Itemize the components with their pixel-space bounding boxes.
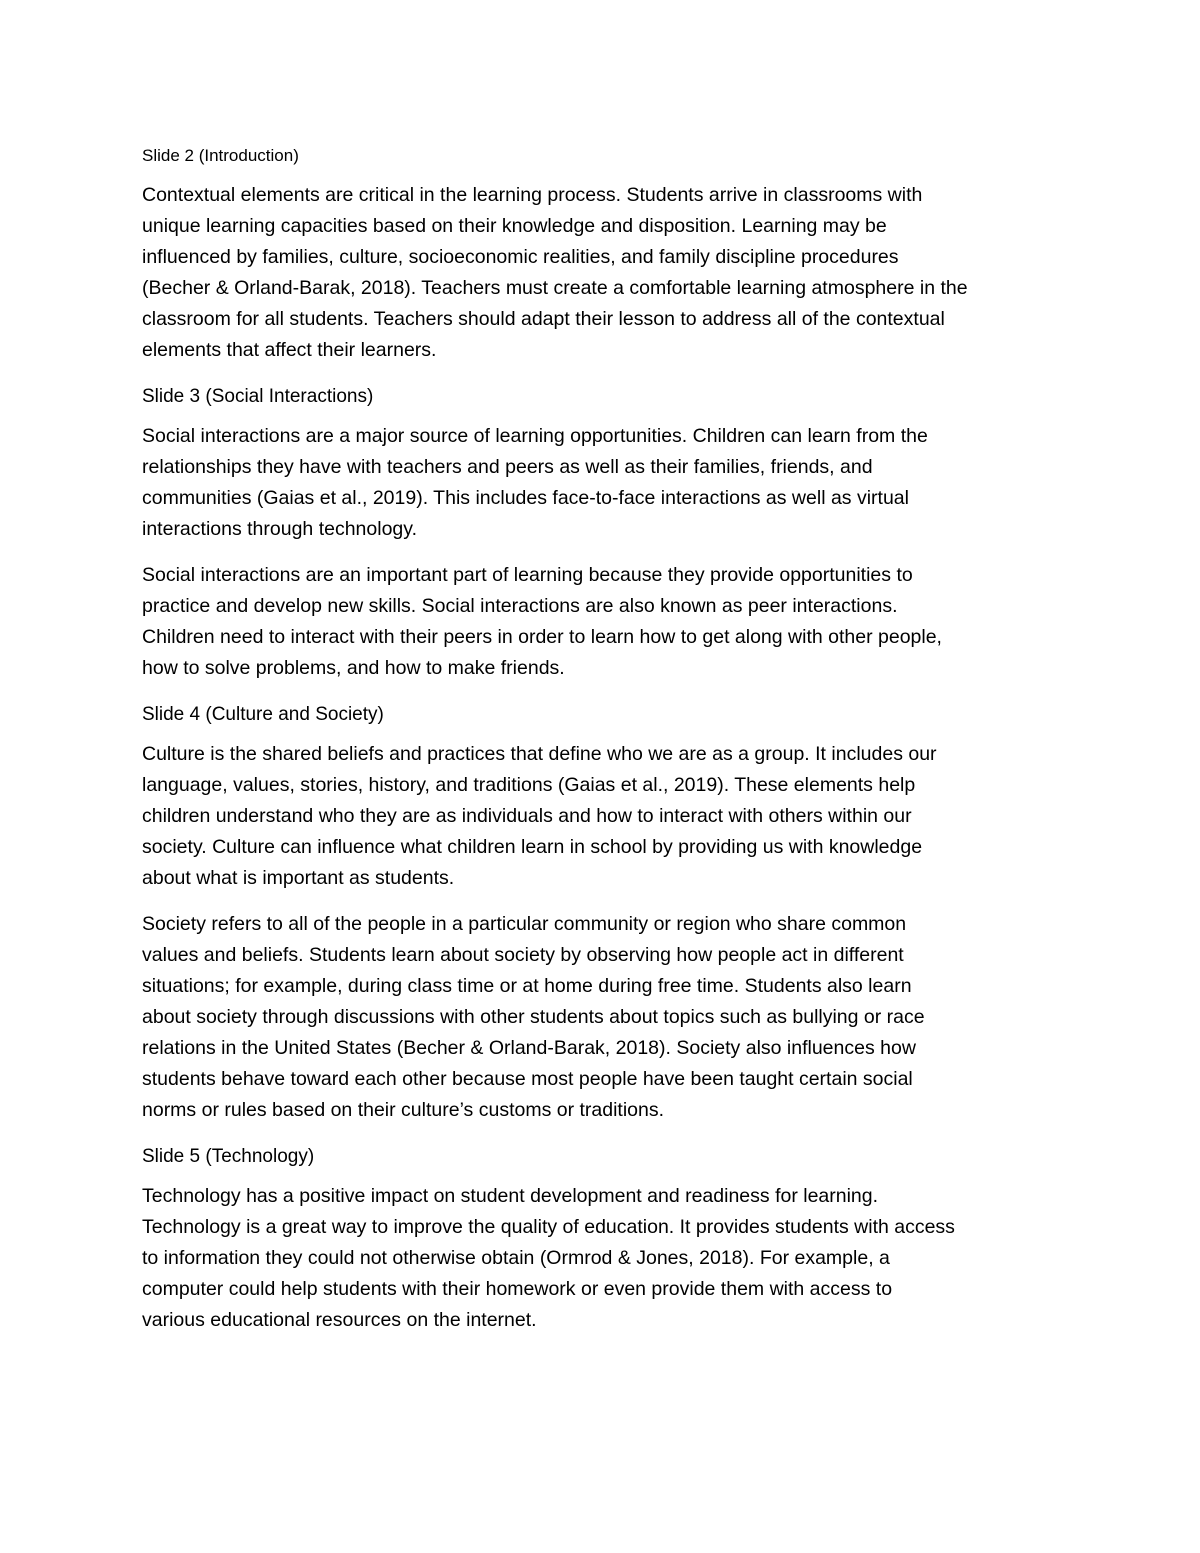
section-social-interactions bbox=[142, 381, 1062, 684]
section-heading: Slide 5 (Technology) bbox=[142, 1146, 315, 1167]
section-heading: Slide 2 (Introduction) bbox=[142, 146, 299, 165]
section-technology bbox=[142, 1141, 1062, 1336]
paragraph: Social interactions are an important part of learning because they provide opportunities to practice and develop new skills. Social interactions are also known as peer interactions. Children need to interact with their peers in order to learn how to get along with other people, how to solve problems, and how to make friends. bbox=[142, 564, 942, 679]
document-body bbox=[142, 140, 1062, 1351]
section-heading: Slide 4 (Culture and Society) bbox=[142, 704, 384, 725]
section-culture-and-society bbox=[142, 699, 1062, 1126]
paragraph: Social interactions are a major source of learning opportunities. Children can learn from the relationships they have with teachers and peers as well as their families, friends, and communities (Gaias et al., 2019). This includes face-to-face interactions as well as virtual interactions through technology. bbox=[142, 425, 928, 540]
section-introduction bbox=[142, 140, 1062, 366]
section-heading: Slide 3 (Social Interactions) bbox=[142, 386, 374, 407]
paragraph: Culture is the shared beliefs and practices that define who we are as a group. It includes our language, values, stories, history, and traditions (Gaias et al., 2019). These elements help children understand who they are as individuals and how to interact with others within our society. Culture can influence what children learn in school by providing us with knowledge about what is important as students. bbox=[142, 743, 937, 889]
paragraph: Technology has a positive impact on student development and readiness for learning. Technology is a great way to improve the quality of education. It provides students with access to information they could not otherwise obtain (Ormrod & Jones, 2018). For example, a computer could help students with their homework or even provide them with access to various educational resources on the internet. bbox=[142, 1185, 955, 1331]
paragraph: Society refers to all of the people in a particular community or region who share common values and beliefs. Students learn about society by observing how people act in different situations; for example, during class time or at home during free time. Students also learn about society through discussions with other students about topics such as bullying or race relations in the United States (Becher & Orland-Barak, 2018). Society also influences how students behave toward each other because most people have been taught certain social norms or rules based on their culture’s customs or traditions. bbox=[142, 913, 925, 1121]
paragraph: Contextual elements are critical in the learning process. Students arrive in classrooms with unique learning capacities based on their knowledge and disposition. Learning may be influenced by families, culture, socioeconomic realities, and family discipline procedures (Becher & Orland-Barak, 2018). Teachers must create a comfortable learning atmosphere in the classroom for all students. Teachers should adapt their lesson to address all of the contextual elements that affect their learners. bbox=[142, 184, 968, 361]
